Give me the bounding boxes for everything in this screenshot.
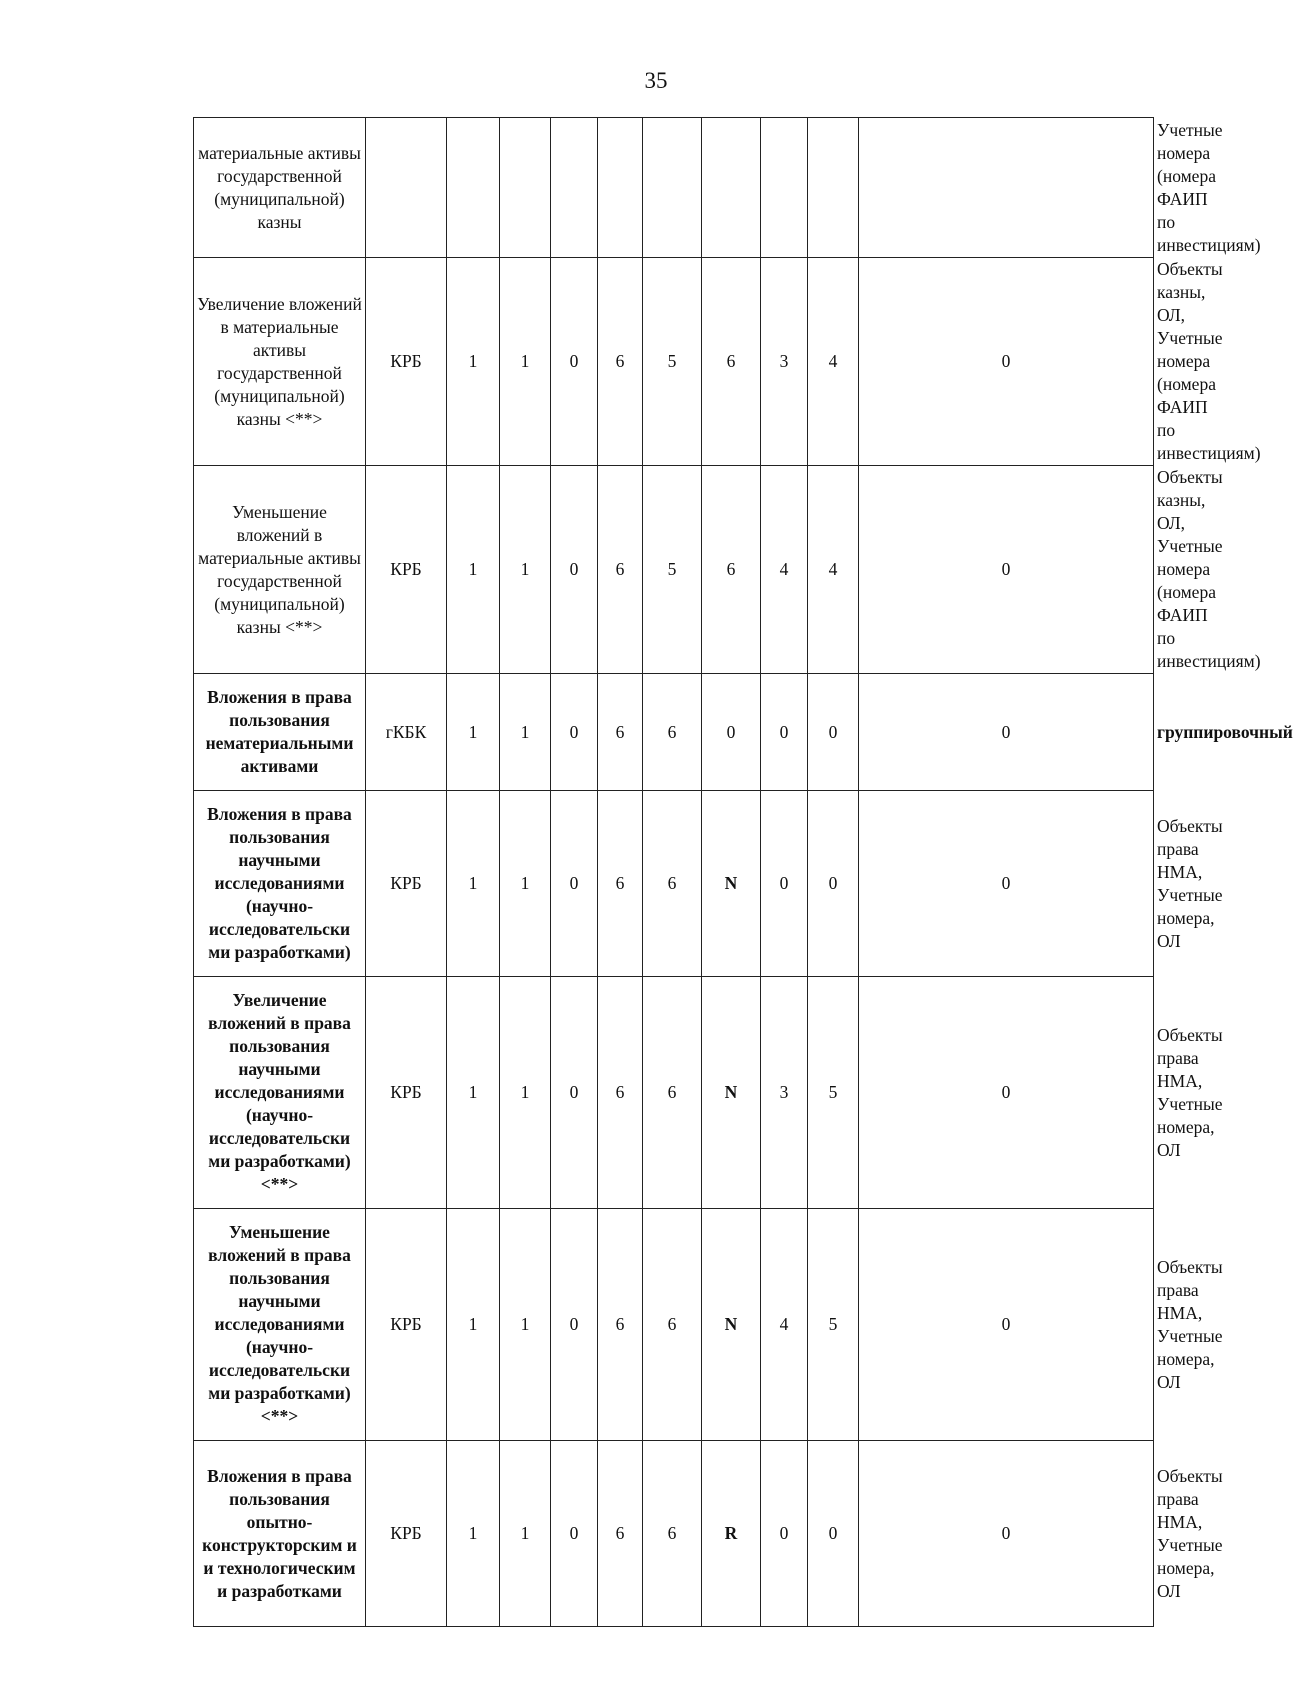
account-name-cell: Вложения в права пользования опытно-конструкторским и и технологическим и разработками [194,1441,366,1627]
account-digit-cell: 1 [447,1209,500,1441]
account-digit-cell: 0 [702,674,761,791]
account-digit-cell: 0 [808,674,859,791]
page-number: 35 [644,68,668,93]
account-digit-cell [447,118,500,258]
account-digit-cell [808,118,859,258]
account-digit-cell: 5 [808,1209,859,1441]
account-digit-cell: 1 [500,977,551,1209]
account-digit-cell [859,118,1154,258]
account-digit-cell: 6 [643,1441,702,1627]
code-type-cell: гКБК [366,674,447,791]
table-row: Вложения в права пользования научными исследованиями (научно-исследовательски ми разработками) КРБ 1 1 0 6 6 N 0 0 0 Объекты права НМА, Учетные номера, ОЛ [194,791,1154,977]
account-digit-cell: 0 [859,1441,1154,1627]
account-digit-cell: 6 [598,258,643,466]
account-digit-cell: 6 [598,674,643,791]
account-digit-cell: 0 [551,977,598,1209]
table-row: Уменьшение вложений в материальные активы государственной (муниципальной) казны <**> КРБ 1 1 0 6 5 6 4 4 0 Объекты казны, ОЛ, Учетные номера (номера ФАИП по инвестициям) [194,466,1154,674]
account-digit-cell: 4 [761,1209,808,1441]
account-digit-cell: 1 [447,977,500,1209]
account-name-cell: Увеличение вложений в материальные активы государственной (муниципальной) казны <**> [194,258,366,466]
account-digit-cell [598,118,643,258]
account-digit-cell: 0 [859,977,1154,1209]
account-digit-cell: 0 [551,1441,598,1627]
account-digit-cell [551,118,598,258]
account-digit-cell [702,118,761,258]
account-digit-cell: 6 [643,674,702,791]
account-digit-cell: 6 [702,466,761,674]
code-type-cell: КРБ [366,977,447,1209]
account-digit-cell: 6 [598,466,643,674]
account-digit-cell: 0 [551,466,598,674]
account-codes-table [193,117,1293,1627]
account-digit-cell: 6 [598,977,643,1209]
account-digit-cell: N [702,791,761,977]
account-digit-cell: 4 [808,258,859,466]
account-digit-cell: 1 [500,466,551,674]
code-type-cell [366,118,447,258]
account-name-cell: Вложения в права пользования нематериальными активами [194,674,366,791]
account-digit-cell: 1 [447,1441,500,1627]
account-digit-cell [500,118,551,258]
account-digit-cell: 0 [859,1209,1154,1441]
account-digit-cell: 0 [859,674,1154,791]
account-digit-cell: 1 [500,258,551,466]
account-digit-cell: 0 [859,466,1154,674]
code-type-cell: КРБ [366,1441,447,1627]
account-digit-cell: 6 [598,1441,643,1627]
account-name-cell: Вложения в права пользования научными исследованиями (научно-исследовательски ми разработками) [194,791,366,977]
account-digit-cell: 0 [551,1209,598,1441]
account-digit-cell: 6 [598,1209,643,1441]
account-digit-cell: 1 [447,258,500,466]
account-digit-cell: 1 [447,674,500,791]
code-type-cell: КРБ [366,1209,447,1441]
account-digit-cell: 0 [551,258,598,466]
account-digit-cell: 0 [859,791,1154,977]
account-digit-cell: 6 [702,258,761,466]
account-digit-cell: N [702,977,761,1209]
account-digit-cell: 1 [500,674,551,791]
account-digit-cell [761,118,808,258]
table-row: материальные активы государственной (муниципальной) казны Учетные номера (номера ФАИП по инвестициям) [194,118,1154,258]
account-digit-cell: N [702,1209,761,1441]
table-row: Вложения в права пользования опытно-конструкторским и и технологическим и разработками КРБ 1 1 0 6 6 R 0 0 0 Объекты права НМА, Учетные номера, ОЛ [194,1441,1154,1627]
code-type-cell: КРБ [366,258,447,466]
account-digit-cell: 6 [598,791,643,977]
account-name-cell: Уменьшение вложений в права пользования научными исследованиями (научно-исследовательски ми разработками) <**> [194,1209,366,1441]
account-name-cell: материальные активы государственной (муниципальной) казны [194,118,366,258]
account-digit-cell: 6 [643,791,702,977]
account-digit-cell: 0 [808,1441,859,1627]
code-type-cell: КРБ [366,791,447,977]
table-row: Уменьшение вложений в права пользования научными исследованиями (научно-исследовательски ми разработками) <**> КРБ 1 1 0 6 6 N 4 5 0 Объекты права НМА, Учетные номера, ОЛ [194,1209,1154,1441]
account-digit-cell: 0 [551,791,598,977]
account-digit-cell: 1 [500,791,551,977]
account-digit-cell: 3 [761,977,808,1209]
table-row: Вложения в права пользования нематериальными активами гКБК 1 1 0 6 6 0 0 0 0 группировочный [194,674,1154,791]
code-type-cell: КРБ [366,466,447,674]
account-digit-cell: 6 [643,977,702,1209]
account-digit-cell: 5 [643,258,702,466]
account-digit-cell: 6 [643,1209,702,1441]
account-digit-cell: 0 [859,258,1154,466]
account-digit-cell: R [702,1441,761,1627]
account-digit-cell: 1 [500,1441,551,1627]
account-digit-cell: 5 [643,466,702,674]
account-digit-cell: 1 [447,466,500,674]
account-digit-cell: 4 [808,466,859,674]
account-name-cell: Уменьшение вложений в материальные активы государственной (муниципальной) казны <**> [194,466,366,674]
account-digit-cell: 5 [808,977,859,1209]
account-digit-cell: 0 [808,791,859,977]
account-name-cell: Увеличение вложений в права пользования научными исследованиями (научно-исследовательски ми разработками) <**> [194,977,366,1209]
account-digit-cell: 0 [761,791,808,977]
table-row: Увеличение вложений в права пользования научными исследованиями (научно-исследовательски ми разработками) <**> КРБ 1 1 0 6 6 N 3 5 0 Объекты права НМА, Учетные номера, ОЛ [194,977,1154,1209]
account-digit-cell: 1 [500,1209,551,1441]
account-digit-cell: 0 [551,674,598,791]
account-digit-cell: 0 [761,1441,808,1627]
account-digit-cell: 4 [761,466,808,674]
account-digit-cell: 0 [761,674,808,791]
table-row: Увеличение вложений в материальные активы государственной (муниципальной) казны <**> КРБ 1 1 0 6 5 6 3 4 0 Объекты казны, ОЛ, Учетные номера (номера ФАИП по инвестициям) [194,258,1154,466]
account-digit-cell: 1 [447,791,500,977]
account-digit-cell [643,118,702,258]
account-digit-cell: 3 [761,258,808,466]
